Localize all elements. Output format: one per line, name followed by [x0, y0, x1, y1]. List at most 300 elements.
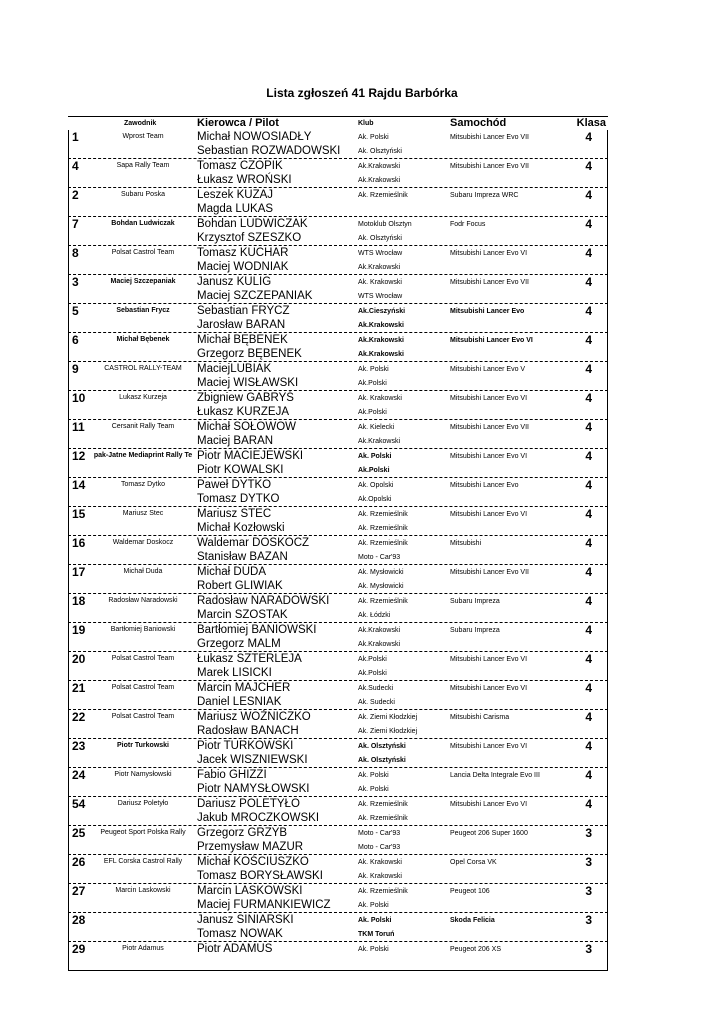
- table-row: [68, 564, 608, 593]
- start-number: 29: [72, 942, 86, 956]
- team-name: Cersanit Rally Team: [111, 423, 175, 430]
- start-number: 20: [72, 652, 86, 666]
- car-model: Mitsubishi Lancer Evo: [450, 482, 519, 489]
- row-right-border: [607, 710, 608, 738]
- codriver-club: Ak. Łódzki: [358, 612, 391, 619]
- class-value: 4: [585, 594, 592, 608]
- row-right-border: [607, 594, 608, 622]
- driver-name: Mariusz STEC: [197, 508, 272, 520]
- codriver-name: Marek LISICKI: [197, 667, 272, 679]
- driver-name: Michał SOŁOWOW: [197, 421, 297, 433]
- row-left-border: [68, 739, 69, 767]
- driver-club: Ak. Olsztyński: [358, 743, 406, 750]
- row-right-border: [607, 449, 608, 477]
- class-value: 4: [585, 478, 592, 492]
- team-name: Peugeot Sport Polska Rally: [100, 829, 186, 836]
- class-value: 4: [585, 797, 592, 811]
- start-number: 16: [72, 536, 86, 550]
- row-right-border: [607, 855, 608, 883]
- codriver-club: Ak.Polski: [358, 380, 387, 387]
- driver-club: Ak. Ziemi Kłodzkiej: [358, 714, 418, 721]
- class-value: 4: [585, 391, 592, 405]
- driver-club: Ak. Krakowski: [358, 395, 402, 402]
- class-value: 4: [585, 217, 592, 231]
- start-number: 21: [72, 681, 86, 695]
- codriver-name: Jacek WISZNIEWSKI: [197, 754, 308, 766]
- car-model: Peugeot 206 XS: [450, 946, 501, 953]
- driver-club: WTS Wrocław: [358, 250, 403, 257]
- codriver-name: Piotr NAMYSŁOWSKI: [197, 783, 310, 795]
- start-number: 9: [72, 362, 79, 376]
- start-number: 12: [72, 449, 86, 463]
- team-name: Polsat Castrol Team: [111, 684, 175, 691]
- start-number: 18: [72, 594, 86, 608]
- class-value: 4: [585, 188, 592, 202]
- car-model: Mitsubishi Lancer Evo VII: [450, 424, 529, 431]
- row-left-border: [68, 536, 69, 564]
- car-model: Mitsubishi Lancer Evo V: [450, 366, 526, 373]
- driver-name: Tomasz KUCHAR: [197, 247, 289, 259]
- driver-name: MaciejLUBIAK: [197, 363, 272, 375]
- codriver-club: Ak.Krakowski: [358, 264, 401, 271]
- driver-club: Ak. Polski: [358, 946, 389, 953]
- class-value: 4: [585, 710, 592, 724]
- start-number: 23: [72, 739, 86, 753]
- codriver-name: Krzysztof SZESZKO: [197, 232, 302, 244]
- codriver-name: Maciej WISŁAWSKI: [197, 377, 299, 389]
- start-number: 22: [72, 710, 86, 724]
- row-left-border: [68, 884, 69, 912]
- driver-club: Ak. Rzemieślnik: [358, 801, 408, 808]
- class-value: 4: [585, 159, 592, 173]
- table-row: [68, 738, 608, 767]
- header-klub: Klub: [358, 120, 374, 127]
- driver-name: Michał KOŚCIUSZKO: [197, 856, 309, 868]
- row-right-border: [607, 333, 608, 361]
- car-model: Mitsubishi Lancer Evo VI: [450, 801, 528, 808]
- class-value: 4: [585, 333, 592, 347]
- driver-club: Ak. Rzemieślnik: [358, 598, 408, 605]
- car-model: Opel Corsa VK: [450, 859, 497, 866]
- driver-club: Ak. Mysłowicki: [358, 569, 404, 576]
- driver-club: Ak.Krakowski: [358, 163, 401, 170]
- team-name: Maciej Szczepaniak: [110, 278, 176, 285]
- codriver-name: Łukasz KURZEJA: [197, 406, 290, 418]
- car-model: Mitsubishi Lancer Evo VII: [450, 279, 529, 286]
- start-number: 11: [72, 420, 85, 434]
- driver-name: Piotr TURKOWSKI: [197, 740, 294, 752]
- row-left-border: [68, 478, 69, 506]
- codriver-name: Maciej SZCZEPANIAK: [197, 290, 313, 302]
- team-name: Dariusz Poletyło: [117, 800, 169, 807]
- driver-name: Mariusz WOŹNICZKO: [197, 711, 311, 723]
- class-value: 3: [585, 913, 592, 927]
- row-right-border: [607, 217, 608, 245]
- codriver-club: Moto - Car'93: [358, 844, 401, 851]
- driver-club: Ak. Polski: [358, 453, 392, 460]
- start-number: 2: [72, 188, 79, 202]
- table-row: [68, 912, 608, 941]
- row-left-border: [68, 275, 69, 303]
- row-right-border: [607, 797, 608, 825]
- driver-club: Ak.Cieszyński: [358, 308, 406, 315]
- start-number: 8: [72, 246, 79, 260]
- driver-name: Michał DUDA: [197, 566, 267, 578]
- row-left-border: [68, 159, 69, 187]
- start-number: 54: [72, 797, 86, 811]
- driver-club: Ak. Opolski: [358, 482, 394, 489]
- codriver-club: Ak.Krakowski: [358, 351, 404, 358]
- codriver-name: Maciej WODNIAK: [197, 261, 289, 273]
- class-value: 4: [585, 536, 592, 550]
- car-model: Mitsubishi Lancer Evo VII: [450, 134, 529, 141]
- class-value: 4: [585, 362, 592, 376]
- driver-club: Ak. Rzemieślnik: [358, 192, 408, 199]
- row-left-border: [68, 304, 69, 332]
- team-name: Subaru Poska: [121, 191, 165, 198]
- start-number: 15: [72, 507, 86, 521]
- codriver-club: Ak. Olsztyński: [358, 757, 406, 764]
- start-number: 10: [72, 391, 86, 405]
- codriver-club: Ak. Mysłowicki: [358, 583, 404, 590]
- codriver-name: Maciej FURMANKIEWICZ: [197, 899, 331, 911]
- class-value: 3: [585, 884, 592, 898]
- driver-name: Radosław NARADOWSKI: [197, 595, 330, 607]
- codriver-name: Michał Kozłowski: [197, 522, 285, 534]
- table-row: [68, 651, 608, 680]
- driver-name: Dariusz POLETYŁO: [197, 798, 300, 810]
- codriver-club: Ak.Polski: [358, 670, 387, 677]
- car-model: Mitsubishi Lancer Evo VII: [450, 163, 529, 170]
- row-right-border: [607, 565, 608, 593]
- codriver-name: Marcin SZOSTAK: [197, 609, 288, 621]
- table-row: [68, 187, 608, 216]
- driver-club: Moto - Car'93: [358, 830, 401, 837]
- table-row: [68, 216, 608, 245]
- row-right-border: [607, 826, 608, 854]
- start-number: 19: [72, 623, 86, 637]
- table-row: [68, 303, 608, 332]
- table-row: [68, 854, 608, 883]
- driver-name: Fabio GHIZZI: [197, 769, 267, 781]
- codriver-club: Ak. Polski: [358, 902, 389, 909]
- header-samochod: Samochód: [450, 117, 507, 129]
- start-number: 28: [72, 913, 86, 927]
- start-number: 26: [72, 855, 86, 869]
- table-row: [68, 477, 608, 506]
- row-right-border: [607, 275, 608, 303]
- start-number: 27: [72, 884, 86, 898]
- table-row: [68, 622, 608, 651]
- table-row: [68, 680, 608, 709]
- team-name: Michał Duda: [123, 568, 163, 575]
- car-model: Mitsubishi Lancer Evo VI: [450, 453, 528, 460]
- driver-club: Ak. Krakowski: [358, 859, 402, 866]
- codriver-name: Piotr KOWALSKI: [197, 464, 284, 476]
- start-number: 5: [72, 304, 79, 318]
- header-klasa: Klasa: [576, 117, 606, 129]
- class-value: 4: [585, 420, 592, 434]
- team-name: Polsat Castrol Team: [111, 249, 175, 256]
- row-right-border: [607, 304, 608, 332]
- row-left-border: [68, 333, 69, 361]
- row-left-border: [68, 391, 69, 419]
- codriver-name: Grzegorz BĘBENEK: [197, 348, 302, 360]
- car-model: Mitsubishi Lancer Evo VI: [450, 743, 528, 750]
- class-value: 4: [585, 275, 592, 289]
- car-model: Peugeot 206 Super 1600: [450, 830, 528, 837]
- class-value: 4: [585, 130, 592, 144]
- codriver-name: Tomasz BORYSŁAWSKI: [197, 870, 323, 882]
- row-right-border: [607, 536, 608, 564]
- start-number: 14: [72, 478, 86, 492]
- codriver-club: Ak. Polski: [358, 786, 389, 793]
- row-left-border: [68, 130, 69, 158]
- team-name: Sapa Rally Team: [116, 162, 170, 169]
- car-model: Mitsubishi Carisma: [450, 714, 510, 721]
- team-name: Tomasz Dytko: [121, 481, 165, 488]
- team-name: Polsat Castrol Team: [111, 655, 175, 662]
- table-row: [68, 535, 608, 564]
- header-kierowca: Kierowca / Pilot: [197, 117, 279, 129]
- codriver-club: Ak.Krakowski: [358, 438, 401, 445]
- codriver-name: Jakub MROCZKOWSKI: [197, 812, 320, 824]
- team-name: Sebastian Frycz: [116, 307, 170, 314]
- row-right-border: [607, 159, 608, 187]
- driver-name: Piotr ADAMUS: [197, 943, 273, 955]
- start-number: 1: [72, 130, 79, 144]
- table-row: [68, 767, 608, 796]
- start-number: 3: [72, 275, 79, 289]
- row-left-border: [68, 855, 69, 883]
- driver-club: Ak. Rzemieślnik: [358, 511, 408, 518]
- row-left-border: [68, 217, 69, 245]
- codriver-name: Łukasz WROŃSKI: [197, 174, 292, 186]
- codriver-name: Sebastian ROZWADOWSKI: [197, 145, 341, 157]
- row-left-border: [68, 565, 69, 593]
- driver-name: Janusz KULIG: [197, 276, 272, 288]
- car-model: Mitsubishi Lancer Evo: [450, 308, 525, 315]
- table-row: [68, 390, 608, 419]
- codriver-club: Ak. Sudecki: [358, 699, 395, 706]
- driver-name: Łukasz SZTERLEJA: [197, 653, 302, 665]
- page-title: Lista zgłoszeń 41 Rajdu Barbórka: [266, 86, 458, 100]
- class-value: 3: [585, 855, 592, 869]
- table-row: [68, 158, 608, 187]
- team-name: Piotr Adamus: [122, 945, 164, 952]
- car-model: Peugeot 106: [450, 888, 490, 895]
- class-value: 4: [585, 304, 592, 318]
- codriver-club: Ak.Krakowski: [358, 322, 404, 329]
- car-model: Mitsubishi Lancer Evo VI: [450, 250, 528, 257]
- team-name: Wprost Team: [122, 133, 164, 140]
- row-left-border: [68, 652, 69, 680]
- codriver-name: Radosław BANACH: [197, 725, 299, 737]
- row-right-border: [607, 942, 608, 970]
- codriver-name: Jarosław BARAN: [197, 319, 286, 331]
- table-row: [68, 825, 608, 854]
- car-model: Mitsubishi Lancer Evo VI: [450, 656, 528, 663]
- codriver-name: Grzegorz MALM: [197, 638, 281, 650]
- driver-name: Michał NOWOSIADŁY: [197, 131, 312, 143]
- car-model: Subaru Impreza: [450, 627, 500, 634]
- team-name: Piotr Namysłowski: [114, 771, 172, 778]
- driver-name: Sebastian FRYCZ: [197, 305, 290, 317]
- team-name: pak-Jatne Mediaprint Rally Te: [93, 452, 193, 459]
- row-right-border: [607, 507, 608, 535]
- class-value: 3: [585, 826, 592, 840]
- driver-club: Ak.Krakowski: [358, 627, 401, 634]
- driver-name: Bartłomiej BANIOWSKI: [197, 624, 317, 636]
- class-value: 4: [585, 739, 592, 753]
- table-row: [68, 593, 608, 622]
- table-row: [68, 883, 608, 912]
- driver-name: Piotr MACIEJEWSKI: [197, 450, 304, 462]
- table-row: [68, 130, 608, 158]
- table-row: [68, 506, 608, 535]
- entry-rows: [68, 130, 608, 971]
- driver-club: Ak. Rzemieślnik: [358, 888, 408, 895]
- header-zawodnik: Zawodnik: [124, 120, 157, 127]
- driver-name: Marcin LASKOWSKI: [197, 885, 303, 897]
- driver-club: Ak. Kielecki: [358, 424, 395, 431]
- driver-name: Janusz SINIARSKI: [197, 914, 294, 926]
- row-right-border: [607, 130, 608, 158]
- row-left-border: [68, 681, 69, 709]
- class-value: 4: [585, 565, 592, 579]
- team-name: Michał Bębenek: [116, 336, 170, 343]
- codriver-name: Magda LUKAS: [197, 203, 274, 215]
- driver-club: Ak. Polski: [358, 366, 389, 373]
- driver-club: Ak. Polski: [358, 772, 389, 779]
- start-number: 24: [72, 768, 86, 782]
- class-value: 4: [585, 449, 592, 463]
- driver-name: Leszek KUZAJ: [197, 189, 274, 201]
- driver-club: Ak. Polski: [358, 917, 392, 924]
- row-right-border: [607, 739, 608, 767]
- team-name: Radosław Naradowski: [108, 597, 178, 604]
- car-model: Mitsubishi: [450, 540, 482, 547]
- row-right-border: [607, 913, 608, 941]
- codriver-name: Przemysław MAZUR: [197, 841, 304, 853]
- class-value: 4: [585, 507, 592, 521]
- row-right-border: [607, 478, 608, 506]
- team-name: EFL Corska Castrol Rally: [103, 858, 183, 865]
- car-model: Subaru Impreza WRC: [450, 192, 519, 199]
- team-name: Bartłomiej Baniowski: [110, 626, 176, 633]
- class-value: 4: [585, 246, 592, 260]
- start-number: 7: [72, 217, 79, 231]
- row-left-border: [68, 449, 69, 477]
- row-right-border: [607, 246, 608, 274]
- car-model: Mitsubishi Lancer Evo VII: [450, 569, 529, 576]
- start-number: 6: [72, 333, 79, 347]
- driver-club: Ak.Krakowski: [358, 337, 404, 344]
- row-left-border: [68, 710, 69, 738]
- driver-name: Michał BĘBENEK: [197, 334, 288, 346]
- table-row: [68, 709, 608, 738]
- driver-name: Grzegorz GRZYB: [197, 827, 288, 839]
- team-name: Polsat Castrol Team: [111, 713, 175, 720]
- car-model: Fodr Focus: [450, 221, 486, 228]
- car-model: Lancia Delta Integrale Evo III: [450, 772, 540, 779]
- start-number: 4: [72, 159, 79, 173]
- codriver-name: Tomasz NOWAK: [197, 928, 283, 940]
- car-model: Mitsubishi Lancer Evo VI: [450, 511, 528, 518]
- driver-club: Ak. Krakowski: [358, 279, 402, 286]
- table-row: [68, 332, 608, 361]
- row-right-border: [607, 362, 608, 390]
- driver-name: Tomasz CZOPIK: [197, 160, 283, 172]
- driver-club: Ak. Rzemieślnik: [358, 540, 408, 547]
- team-name: Piotr Turkowski: [117, 742, 169, 749]
- row-right-border: [607, 188, 608, 216]
- row-right-border: [607, 768, 608, 796]
- codriver-club: WTS Wrocław: [358, 293, 403, 300]
- row-left-border: [68, 507, 69, 535]
- codriver-club: Ak.Krakowski: [358, 177, 401, 184]
- table-row: [68, 419, 608, 448]
- car-model: Mitsubishi Lancer Evo VI: [450, 337, 533, 344]
- team-name: CASTROL RALLY-TEAM: [104, 365, 182, 372]
- team-name: Waldemar Doskocz: [112, 539, 174, 546]
- row-right-border: [607, 623, 608, 651]
- row-right-border: [607, 884, 608, 912]
- row-left-border: [68, 768, 69, 796]
- codriver-name: Maciej BARAN: [197, 435, 274, 447]
- codriver-club: Ak. Krakowski: [358, 873, 402, 880]
- row-left-border: [68, 362, 69, 390]
- start-number: 25: [72, 826, 86, 840]
- car-model: Mitsubishi Lancer Evo VI: [450, 685, 528, 692]
- team-name: Marcin Laskowski: [115, 887, 171, 894]
- codriver-club: Ak. Ziemi Kłodzkiej: [358, 728, 418, 735]
- codriver-name: Tomasz DYTKO: [197, 493, 280, 505]
- row-right-border: [607, 391, 608, 419]
- team-name: Lukasz Kurzeja: [119, 394, 167, 401]
- row-left-border: [68, 913, 69, 941]
- driver-name: Bohdan LUDWICZAK: [197, 218, 308, 230]
- driver-name: Paweł DYTKO: [197, 479, 272, 491]
- row-right-border: [607, 652, 608, 680]
- row-left-border: [68, 420, 69, 448]
- row-left-border: [68, 797, 69, 825]
- team-name: Bohdan Ludwiczak: [111, 220, 175, 227]
- driver-name: Zbigniew GABRYŚ: [197, 392, 294, 404]
- codriver-name: Daniel LESNIAK: [197, 696, 282, 708]
- table-header: [68, 116, 608, 130]
- row-right-border: [607, 681, 608, 709]
- row-right-border: [607, 420, 608, 448]
- table-row: [68, 245, 608, 274]
- codriver-name: Stanisław BAZAN: [197, 551, 288, 563]
- codriver-club: Moto - Car'93: [358, 554, 401, 561]
- row-left-border: [68, 246, 69, 274]
- driver-club: Ak. Polski: [358, 134, 389, 141]
- class-value: 4: [585, 652, 592, 666]
- codriver-club: Ak.Polski: [358, 409, 387, 416]
- codriver-club: Ak. Olsztyński: [358, 148, 402, 155]
- table-row: [68, 361, 608, 390]
- codriver-club: Ak.Opolski: [358, 496, 392, 503]
- row-left-border: [68, 188, 69, 216]
- driver-club: Motoklub Olsztyn: [358, 221, 412, 228]
- class-value: 4: [585, 681, 592, 695]
- class-value: 4: [585, 768, 592, 782]
- row-left-border: [68, 942, 69, 970]
- codriver-club: Ak. Rzemieślnik: [358, 815, 408, 822]
- codriver-name: Robert GLIWIAK: [197, 580, 283, 592]
